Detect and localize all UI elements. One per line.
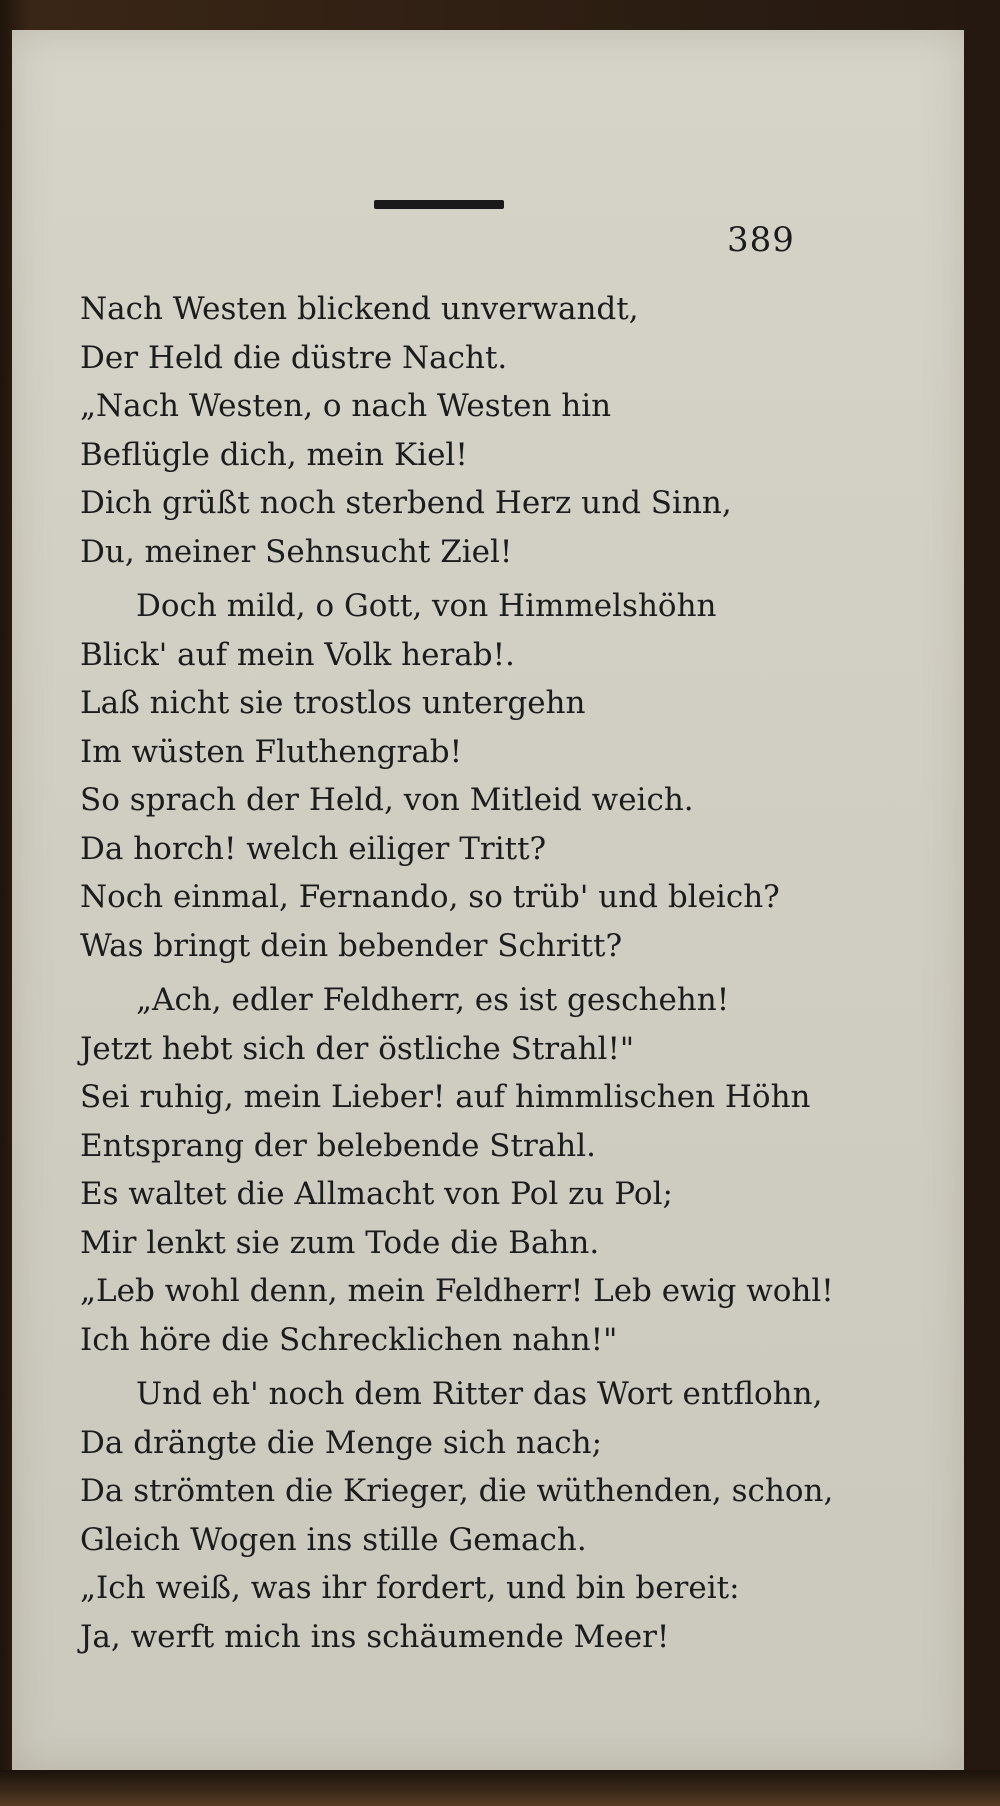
poem-line: Da drängte die Menge sich nach; [80,1424,603,1461]
stanza [80,976,870,1364]
poem-line: Doch mild, o Gott, von Himmelshöhn [136,588,717,624]
poem-line: Du, meiner Sehnsucht Ziel! [80,533,513,570]
stanza [80,582,870,970]
poem-line: Beflügle dich, mein Kiel! [80,436,468,473]
poem-line: „Ich weiß, was ihr fordert, und bin bereit: [80,1570,740,1606]
poem-line: Der Held die düstre Nacht. [80,339,508,376]
poem-line: Es waltet die Allmacht von Pol zu Pol; [80,1176,673,1212]
poem-line: So sprach der Held, von Mitleid weich. [80,782,694,818]
poem-line: Da strömten die Krieger, die wüthenden, schon, [80,1473,834,1509]
poem-line: Mir lenkt sie zum Tode die Bahn. [80,1224,600,1261]
poem-line: Dich grüßt noch sterbend Herz und Sinn, [80,485,732,521]
book-edge [0,1770,1000,1806]
poem-line: Da horch! welch eiliger Tritt? [80,830,547,867]
poem-line: Gleich Wogen ins stille Gemach. [80,1521,587,1558]
poem-line: Nach Westen blickend unverwandt, [80,291,639,327]
poem-line: Ich höre die Schrecklichen nahn!" [80,1321,618,1358]
poem-line: Blick' auf mein Volk herab!. [80,636,515,673]
poem-line: Und eh' noch dem Ritter das Wort entflohn, [136,1376,823,1412]
stanza [80,1370,870,1661]
poem-line: Jetzt hebt sich der östliche Strahl!" [80,1030,635,1067]
poem-line: Laß nicht sie trostlos untergehn [80,685,586,721]
book-page [12,30,964,1770]
poem-line: „Nach Westen, o nach Westen hin [80,388,612,424]
poem-line: Noch einmal, Fernando, so trüb' und bleich? [80,879,780,915]
poem-line: Ja, werft mich ins schäumende Meer! [80,1618,670,1655]
poem-text [80,285,870,1661]
stanza [80,285,870,576]
poem-line: „Ach, edler Feldherr, es ist geschehn! [136,982,730,1018]
poem-line: Sei ruhig, mein Lieber! auf himmlischen Höhn [80,1079,811,1115]
poem-line: „Leb wohl denn, mein Feldherr! Leb ewig wohl! [80,1273,834,1309]
poem-line: Entsprang der belebende Strahl. [80,1127,597,1164]
poem-line: Im wüsten Fluthengrab! [80,733,463,770]
poem-line: Was bringt dein bebender Schritt? [80,927,623,964]
page-number: 389 [727,220,795,260]
header-rule [374,200,504,209]
